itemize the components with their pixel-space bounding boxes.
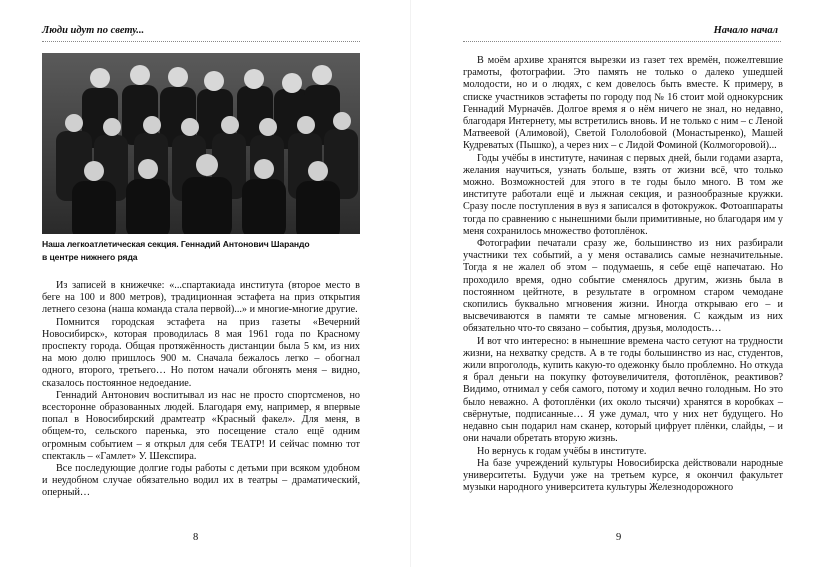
- photo-caption: [42, 238, 364, 264]
- photo-caption-line-2: в центре нижнего ряда: [42, 252, 138, 262]
- paragraph: Помнится городская эстафета на приз газеты «Вечерний Новосибирск», которая проводилась 8 мая 1961 года по Красному проспекту города. Общая протяжённость дистанции была 5 км, из них на мою долю пришлось 900 м. Сначала бежалось легко – обогнал одного, второго, третьего… Но потом начали обгонять меня – видно, сказалось постоянное недоедание.: [42, 316, 360, 389]
- header-rule-left: [42, 41, 360, 42]
- photo-caption-line-1: Наша легкоатлетическая секция. Геннадий Антонович Шарандо: [42, 239, 310, 249]
- running-head-left: Люди идут по свету...: [42, 25, 145, 36]
- team-photo: [42, 53, 360, 234]
- team-photo-illustration: [42, 53, 360, 234]
- paragraph: На базе учреждений культуры Новосибирска действовали народные университеты. Будучи уже на третьем курсе, я окончил факультет музыки народного университета культуры Железнодорожного: [463, 457, 783, 494]
- paragraph: Годы учёбы в институте, начиная с первых дней, были годами азарта, желания научиться, узнать больше, взять от жизни всё, что только можно. Возможностей для этого в те годы было много. В том же институте работали ещё и лыжная секция, и разнообразные кружки. Сразу после поступления в вуз я записался в фотокружок. Фотоаппараты тогда по сравнению с нынешними были примитивные, но благодаря им у меня сохранилось множество фотоплёнок.: [463, 152, 783, 237]
- left-page-body: [42, 280, 360, 500]
- paragraph: И вот что интересно: в нынешние времена часто сетуют на трудности жизни, на нехватку средств. А в те годы большинство из нас, студентов, жили впроголодь, купить какую-то одежонку было проблемно. Но откуда я брал деньги на покупку фотоувеличителя, фотоплёнок, реактивов? Видимо, отнимал у себя самого, потому и ходил вечно голодным. Но это было неважно. А фотоплёнки (их около тысячи) хранятся в коробках – свёрнутые, подписанные… Я уже думал, что у них нет будущего. Но недавно сын подарил нам сканер, который цифрует плёнки, слайды, – и они начали обретать вторую жизнь.: [463, 335, 783, 445]
- header-rule-right: [463, 41, 781, 42]
- paragraph: Но вернусь к годам учёбы в институте.: [477, 445, 647, 457]
- page-number-right: 9: [616, 532, 622, 543]
- paragraph: Фотографии печатали сразу же, большинство из них разбирали участники тех событий, а у меня оставались самые незначительные. Тогда я не жалел об этом – подумаешь, я себе ещё напечатаю. Но проходило время, одно событие сменялось другим, жизнь была в постоянном цейтноте, в результате в огромном старом чемодане скопились буквально мгновения жизни. Иногда открываю его – и высвечиваются в памяти те самые мгновения. С каждым из них обязательно что-то связано – события, друзья, молодость…: [463, 238, 783, 335]
- paragraph: Все последующие долгие годы работы с детьми при всяком удобном и неудобном случае обязательно водил их в театры – драматический, оперный…: [42, 463, 360, 499]
- paragraph: Геннадий Антонович воспитывал из нас не просто спортсменов, но всесторонне образованных людей. Благодаря ему, например, я впервые попал в Новосибирский драмтеатр «Красный факел». Для меня, в общем-то, сельского паренька, это посещение стало ещё одним огромным событием – я открыл для себя ТЕАТР! И сейчас помню тот спектакль – «Гамлет» У. Шекспира.: [42, 389, 360, 462]
- paragraph: Из записей в книжечке: «...спартакиада института (второе место в беге на 100 и 800 метров), традиционная эстафета на приз открытия летнего сезона (наша команда стала первой)...» и многие-многие другие.: [42, 280, 360, 316]
- page-number-left: 8: [193, 532, 199, 543]
- paragraph: В моём архиве хранятся вырезки из газет тех времён, пожелтевшие грамоты, фотографии. Это память не только о далеко ушедшей молодости, но и о людях, с кем довелось быть вместе. К примеру, в списке участников эстафеты по городу под № 16 стоит мой однокурсник Геннадий Мурначёв. Долгое время я о нём ничего не знал, но недавно, благодаря Интернету, мы встретились вновь. И не только с ним – с Леной Матвеевой (Алимовой), Светой Гололобовой (Монастыренко), Машей Кудреватых (Пышко), а через них – с Лидой Фоминой (Колмогоровой)...: [463, 55, 783, 152]
- right-page-body: [463, 55, 783, 494]
- running-head-right: Начало начал: [713, 25, 778, 36]
- right-page: [411, 0, 822, 567]
